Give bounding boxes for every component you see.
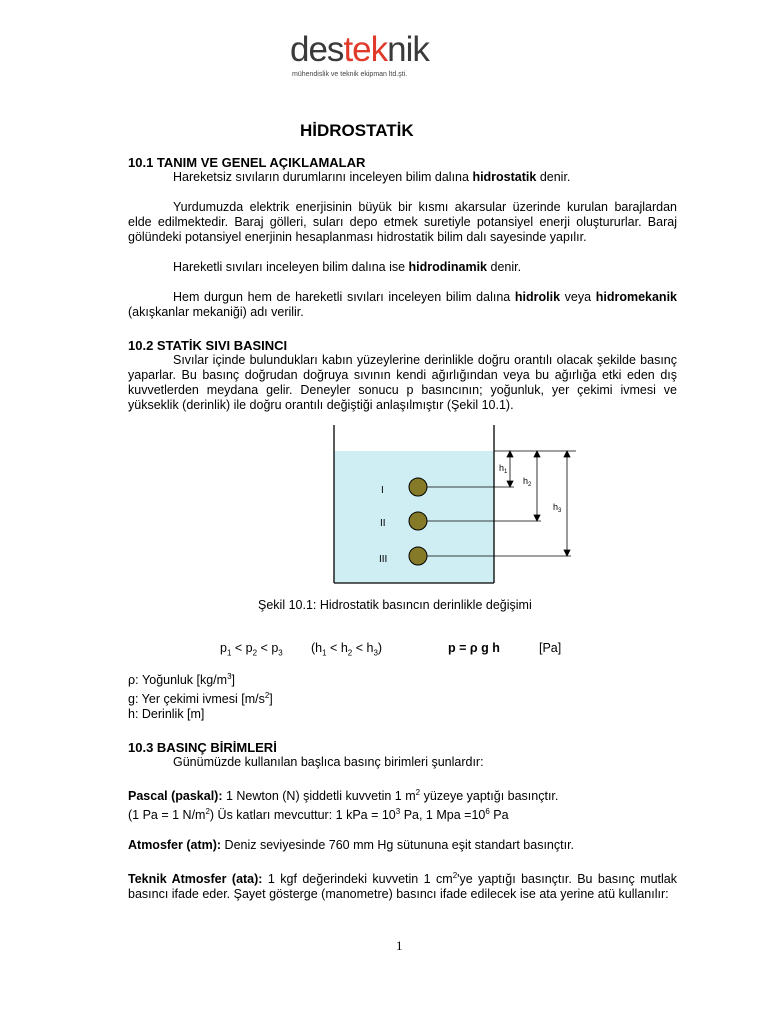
page-number: 1 [396,938,403,953]
label-iii: III [379,554,388,565]
paragraph: Hareketsiz sıvıların durumlarını inceleyen bilim dalına hidrostatik denir. [173,170,571,184]
pressure-formula: p = ρ g h [448,641,500,655]
label-h2: $h_2$ [523,476,532,488]
figure-caption: Şekil 10.1: Hidrostatik basıncın derinlikle değişimi [258,598,532,612]
ata-definition: Teknik Atmosfer (ata): 1 kgf değerindeki kuvvetin 1 $cm^2'ye$ yaptığı basınçtır. Bu basınç mutlak basıncı ifade eder. Şayet gösterge (manometre) basıncı ifade edilecek ise ata yerine atü kullanılır: [128,871,677,902]
pascal-multiples: (1 Pa = 1 $N/m^2$) Üs katları mevcuttur: 1 kPa = $10^3$ Pa, 1 Mpa $=10^6$ Pa [128,807,509,823]
logo-tagline: mühendislik ve teknik ekipman ltd.şti. [292,71,408,78]
paragraph: Hem durgun hem de hareketli sıvıları inceleyen bilim dalına hidrolik veya hidromekanik (akışkanlar mekaniği) adı verilir. [128,290,677,319]
definition-rho: ρ: Yoğunluk $[kg/m^3]$ [128,672,236,688]
dimension-h2 [534,451,540,521]
section-10-3 [128,740,677,902]
section-10-2 [128,338,677,413]
label-ii: II [380,518,386,529]
paragraph: Yurdumuzda elektrik enerjisinin büyük bir kısmı akarsular üzerinde kurulan barajlardan elde edilmektedir. Baraj gölleri, suları depo etmek suretiyle potansiyel enerji oluştururlar. Baraj gölündeki potansiyel enerjinin hesaplanması hidrostatik bilim dalı sayesinde yapılır. [128,200,677,244]
definition-h: h: Derinlik [m] [128,707,205,722]
point-ii [409,512,427,530]
logo-wordmark: desteknik [290,30,429,69]
pascal-definition: Pascal (paskal): 1 Newton (N) şiddetli kuvvetin 1 $m^2$ yüzeye yaptığı basınçtır. [128,788,559,804]
hydrostatic-figure [326,425,586,590]
label-h3: $h_3$ [553,502,562,514]
section-heading: 10.3 BASINÇ BİRİMLERİ [128,740,277,755]
label-h1: $h_1$ [499,463,508,475]
dimension-h3 [564,451,570,556]
section-heading: 10.1 TANIM VE GENEL AÇIKLAMALAR [128,155,366,170]
dimension-h1 [507,451,513,487]
point-i [409,478,427,496]
depth-inequality: $(h_1 < h_2 < h_3)$ [311,641,383,658]
paragraph: Günümüzde kullanılan başlıca basınç birimleri şunlardır: [173,755,484,769]
definitions [128,669,273,722]
point-iii [409,547,427,565]
label-i: I [381,485,384,496]
paragraph: Hareketli sıvıları inceleyen bilim dalına ise hidrodinamik denir. [173,260,522,274]
company-logo [290,30,440,85]
pressure-inequality: $p_1 < p_2 < p_3$ [220,641,283,658]
atm-definition: Atmosfer (atm): Deniz seviyesinde 760 mm Hg sütununa eşit standart basınçtır. [128,838,575,853]
definition-g: g: Yer çekimi ivmesi $[m/s^2]$ [128,691,273,707]
section-10-1 [128,155,677,320]
paragraph: Sıvılar içinde bulundukları kabın yüzeylerine derinlikle doğru orantılı olacak şekilde basınç yaparlar. Bu basınç doğrudan doğruya sıvının kendi ağırlığından veya bu ağırlığa etki eden dış kuvvetlerden meydana gelir. Deneyler sonucu p basıncının; yoğunluk, yer çekimi ivmesi ve yükseklik (derinlik) ile doğru orantılı değiştiği anlaşılmıştır (Şekil 10.1). [128,353,677,412]
page-title: HİDROSTATİK [300,121,414,140]
pressure-unit: [Pa] [539,641,562,655]
section-heading: 10.2 STATİK SIVI BASINCI [128,338,288,353]
